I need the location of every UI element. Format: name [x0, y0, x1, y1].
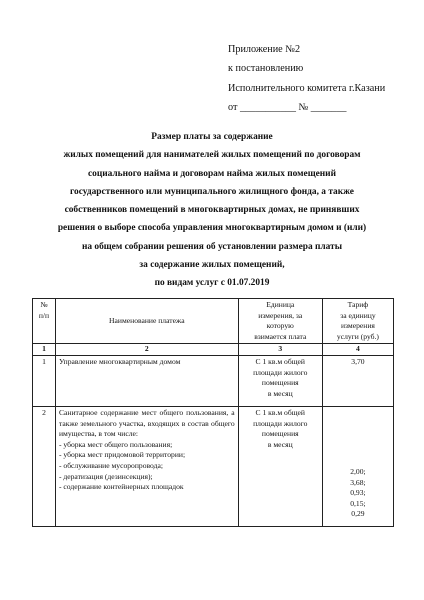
sub-item: - дератизация (дезинсекция);	[58, 471, 153, 481]
heading-line: жилых помещений для нанимателей жилых помещений по договорам	[63, 150, 361, 161]
row-number: 2	[33, 406, 56, 526]
table-header-row	[33, 299, 394, 344]
appendix-block	[228, 40, 385, 117]
row-payment-description: Санитарное содержание мест общего пользования, а также земельного участка, входящих в состав общего имущества, в том числе:	[58, 407, 235, 439]
appendix-line: к постановлению	[228, 63, 304, 75]
column-number-row	[33, 344, 394, 356]
row-tariff	[322, 406, 393, 526]
sub-item-tariff: 0,29	[351, 509, 365, 519]
tariff-table	[32, 298, 394, 527]
table-row	[33, 355, 394, 406]
column-number: 2	[55, 344, 238, 356]
header-number: № п/п	[33, 299, 56, 344]
row-unit: С 1 кв.м общей площади жилого помещения в месяц	[238, 406, 322, 526]
heading-line: на общем собрании решения об установлении размера платы	[81, 241, 343, 252]
appendix-line: Приложение №2	[228, 44, 301, 55]
heading-line: собственников помещений в многоквартирных домах, не принявших	[64, 205, 360, 216]
row-tariff: 3,70	[322, 355, 393, 406]
appendix-line: от ___________ № _______	[228, 101, 347, 113]
header-tariff: Тариф за единицу измерения услуги (руб.)	[322, 299, 393, 344]
heading-line: по видам услуг с 01.07.2019	[154, 278, 270, 289]
table-row	[33, 406, 394, 526]
sub-item-tariff: 2,00;	[350, 467, 366, 476]
heading-line: решения о выборе способа управления многоквартирным домом и (или)	[57, 223, 367, 234]
heading-line: государственного или муниципального жилищного фонда, а также	[70, 186, 354, 197]
sub-item-tariff: 3,68;	[350, 477, 366, 487]
heading-line: за содержание жилых помещений,	[139, 260, 285, 271]
row-unit: С 1 кв.м общей площади жилого помещения в месяц	[238, 355, 322, 406]
sub-item: - содержание контейнерных площадок	[58, 482, 184, 492]
sub-item-tariff: 0,93;	[350, 488, 366, 498]
sub-item-tariff: 0,15;	[350, 498, 366, 508]
header-unit: Единица измерения, за которую взимается плата	[238, 299, 322, 344]
row-payment-name	[55, 406, 238, 526]
appendix-line: Исполнительного комитета г.Казани	[228, 82, 386, 94]
header-payment-name: Наименование платежа	[55, 299, 238, 344]
document-heading	[20, 128, 404, 293]
heading-line: социального найма и договорам найма жилых помещений	[88, 168, 336, 179]
column-number: 4	[322, 344, 393, 356]
column-number: 1	[33, 344, 56, 356]
sub-item: - уборка мест общего пользования;	[58, 439, 173, 449]
column-number: 3	[238, 344, 322, 356]
heading-line: Размер платы за содержание	[151, 132, 273, 142]
row-number: 1	[33, 355, 56, 406]
row-payment-name: Управление многоквартирным домом	[55, 355, 238, 406]
sub-item: - обслуживание мусоропровода;	[58, 460, 163, 470]
sub-item: - уборка мест придомовой территории;	[58, 450, 186, 460]
